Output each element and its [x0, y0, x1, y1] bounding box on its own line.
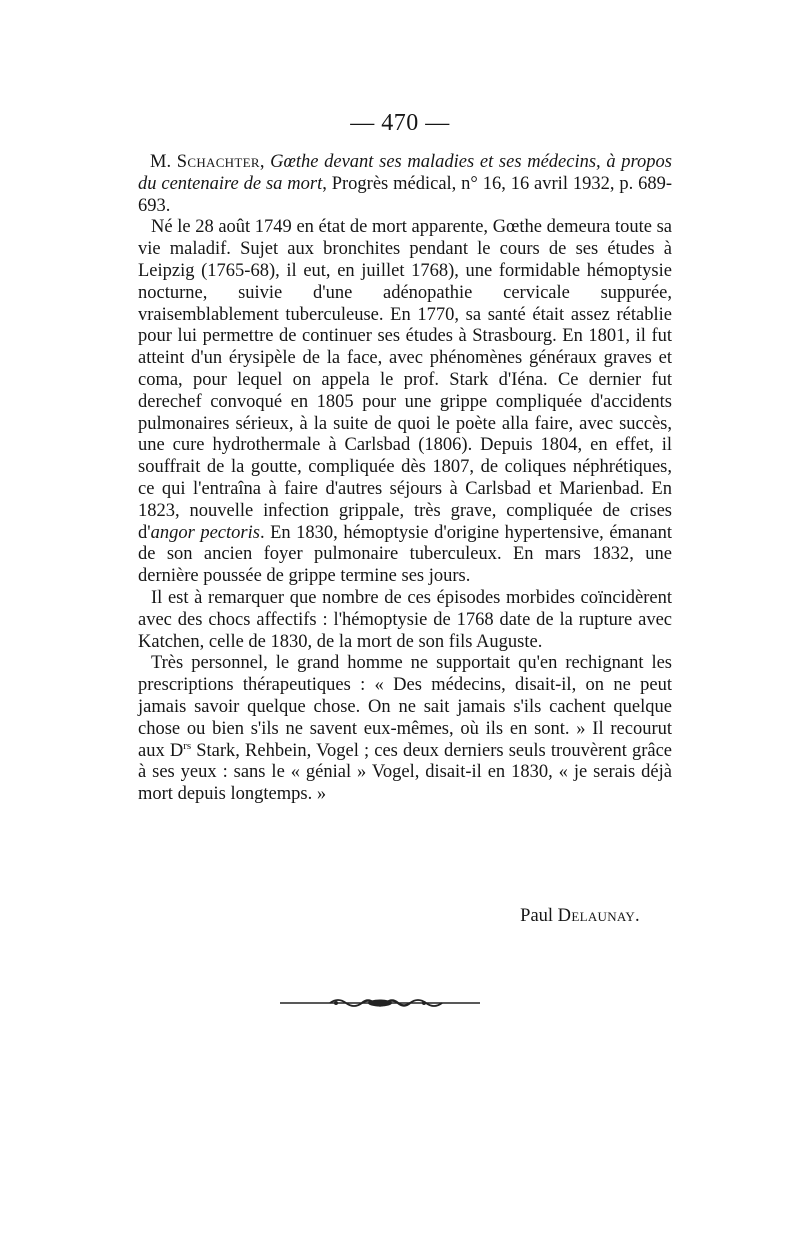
reference-lead: M.	[150, 152, 177, 172]
paragraph-1-text-end: . En 1830, hémoptysie d'origine hypertensive, émanant de son ancien foyer pulmonaire tuberculeux. En mars 1832, une dernière poussée de grippe termine ses jours.	[138, 522, 673, 587]
reference-author: Schachter	[176, 152, 260, 172]
paragraph-3-text: Très personnel, le grand homme ne supportait qu'en rechignant les prescriptions thérapeutiques : « Des médecins, disait-il, on ne peut jamais savoir quelque chose. On ne sait jamais s'ils cachent quelque chose ou bien s'ils ne savent eux-mêmes, où ils en sont. » Il recourut aux D	[138, 653, 672, 761]
author-signature	[360, 906, 640, 927]
decorative-rule-icon	[280, 996, 480, 1015]
paragraph-emotional-shocks: Il est à remarquer que nombre de ces épisodes morbides coïncidèrent avec des chocs affectifs : l'hémoptysie de 1768 date de la rupture avec Katchen, celle de 1830, de la mort de son fils Auguste.	[138, 587, 672, 652]
reference-details: , Progrès médical, n° 16, 16 avril 1932, p. 689-693.	[138, 173, 672, 216]
paragraph-medical-history	[138, 217, 672, 588]
signature-first-name: Paul	[520, 906, 558, 926]
paragraph-3-text-end: Stark, Rehbein, Vogel ; ces deux derniers seuls trouvèrent grâce à ses yeux : sans le « génial » Vogel, disait-il en 1830, « je serais déjà mort depuis longtemps. »	[138, 740, 672, 805]
article-body	[138, 152, 672, 806]
paragraph-1-text: Né le 28 août 1749 en état de mort apparente, Gœthe demeura toute sa vie maladif. Sujet aux bronchites pendant le cours de ses études à Leipzig (1765-68), il eut, en juillet 1768), une formidable hémoptysie nocturne, suivie d'une adénopathie cervicale suppurée, vraisemblablement tuberculeuse. En 1770, sa santé était assez rétablie pour lui permettre de continuer ses études à Strasbourg. En 1801, il fut atteint d'un érysipèle de la face, avec phénomènes généraux graves et coma, pour lequel on appela le prof. Stark d'Iéna. Ce dernier fut derechef convoqué en 1805 pour une grippe compliquée d'accidents pulmonaires sérieux, à la suite de quoi le poète alla faire, avec succès, une cure hydrothermale à Carlsbad (1806). Depuis 1804, en effet, il souffrait de la goutte, compliquée dès 1807, de coliques néphrétiques, ce qui l'entraîna à faire d'autres séjours à Carlsbad et Marienbad. En 1823, nouvelle infection grippale, très grave, compliquée de crises d'	[138, 217, 672, 543]
bibliographic-reference	[138, 152, 672, 217]
paragraph-1-italic-term: angor pectoris	[150, 522, 260, 543]
page-number: — 470 —	[350, 110, 450, 136]
reference-title: Gœthe devant ses maladies et ses médecins, à propos du centenaire de sa mort	[138, 152, 673, 194]
paragraph-3-superscript: rs	[183, 739, 192, 752]
signature-last-name: Delaunay.	[557, 906, 640, 926]
paragraph-physicians	[138, 653, 672, 806]
reference-separator: ,	[259, 152, 271, 172]
